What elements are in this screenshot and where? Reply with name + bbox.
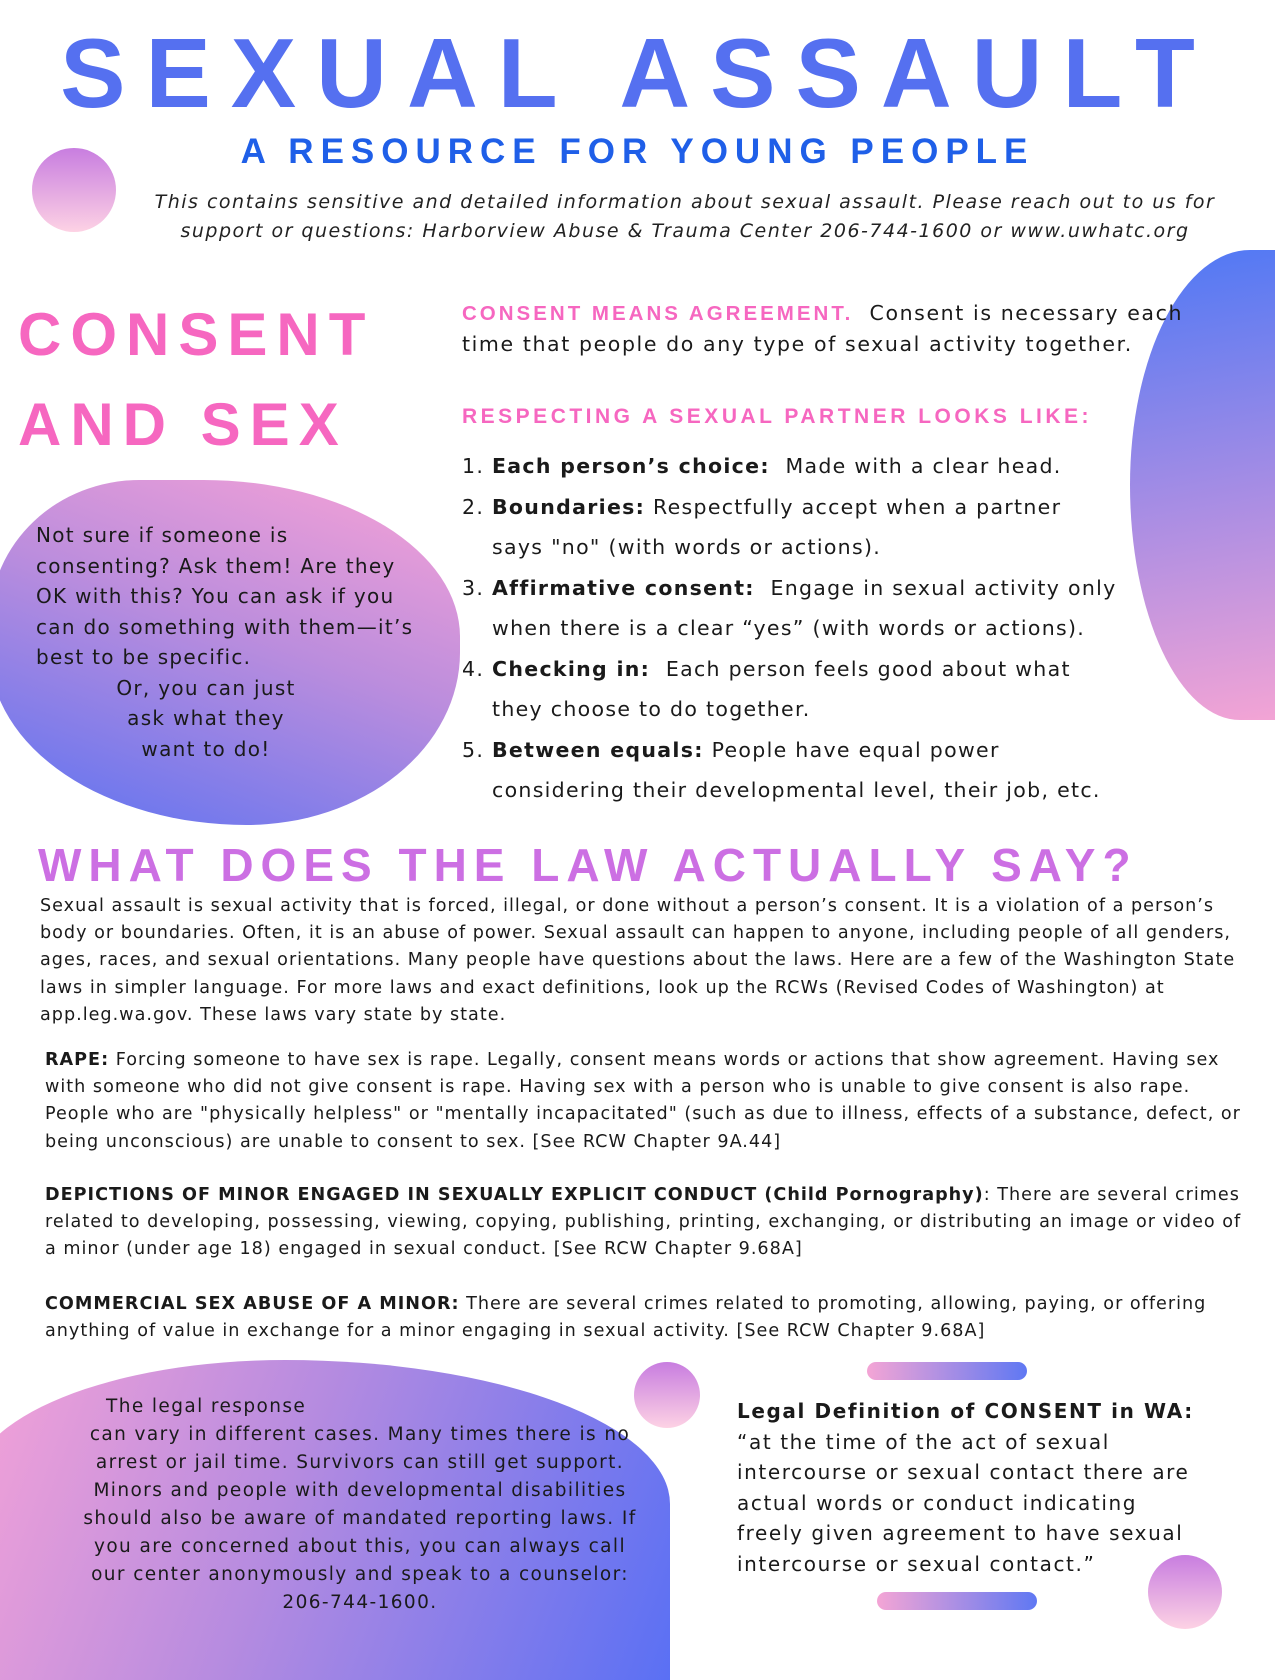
intro-note: This contains sensitive and detailed information about sexual assault. Please reach out to us for support or questions: Harborview Abuse & Trauma Center 206-744-1600 or www.uwhatc.org — [154, 191, 1216, 242]
list-item-continued: considering their developmental level, their job, etc. — [492, 778, 1101, 802]
legal-response-callout: The legal response can vary in different cases. Many times there is no arrest or jail time. Survivors can still get support. Minors and people with developmental disabilities should also be aware of mandated reporting laws. If you are concerned about this, you can always call our center anonymously and speak to a counselor: 206-744-1600. — [83, 1396, 637, 1613]
list-item-continued: says "no" (with words or actions). — [492, 535, 882, 559]
law-intro-paragraph: Sexual assault is sexual activity that is forced, illegal, or done without a person’s consent. It is a violation of a person’s body or boundaries. Often, it is an abuse of power. Sexual assault can happen to anyone, including people of all genders, ages, races, and sexual orientations. Many people have questions about the laws. Here are a few of the Washington State laws in simpler language. For more laws and exact definitions, look up the RCWs (Revised Codes of Washington) at app.leg.wa.gov. These laws vary state by state. — [40, 896, 1236, 1025]
decorative-pill — [867, 1362, 1027, 1380]
consent-means-paragraph: CONSENT MEANS AGREEMENT. Consent is necessary each time that people do any type of sexual activity together. — [462, 301, 1184, 356]
rape-paragraph: RAPE: Forcing someone to have sex is rape. Legally, consent means words or actions that show agreement. Having sex with someone who did not give consent is rape. Having sex with a person who is unable to give consent is also rape. People who are "physically helpless" or "mentally incapacitated" (such as due to illness, effects of a substance, defect, or being unconscious) are unable to consent to sex. [See RCW Chapter 9A.44] — [45, 1050, 1241, 1152]
list-item: 4. Checking in: Each person feels good about what — [462, 656, 1071, 681]
page-title: SEXUAL ASSAULT — [60, 18, 1215, 128]
commercial-sex-paragraph: COMMERCIAL SEX ABUSE OF A MINOR: There are several crimes related to promoting, allowing, paying, or offering anything of value in exchange for a minor engaging in sexual activity. [See RCW Chapter 9.68A] — [45, 1294, 1207, 1342]
legal-definition: Legal Definition of CONSENT in WA: “at the time of the act of sexual intercourse or sexual contact there are actual words or conduct indicating freely given agreement to have sexual intercourse or sexual contact.” — [737, 1399, 1194, 1576]
consent-heading: CONSENT AND SEX — [18, 301, 375, 458]
depictions-paragraph: DEPICTIONS OF MINOR ENGAGED IN SEXUALLY EXPLICIT CONDUCT (Child Pornography): There are several crimes related to developing, possessing, viewing, copying, publishing, printing, exchanging, or distributing an image or video of a minor (under age 18) engaged in sexual conduct. [See RCW Chapter 9.68A] — [45, 1185, 1242, 1260]
list-item-continued: they choose to do together. — [492, 697, 811, 721]
law-heading: WHAT DOES THE LAW ACTUALLY SAY? — [38, 839, 1138, 891]
respect-heading: RESPECTING A SEXUAL PARTNER LOOKS LIKE: — [462, 405, 1093, 428]
list-item-continued: when there is a clear “yes” (with words or actions). — [492, 616, 1086, 640]
consent-means-label: CONSENT MEANS AGREEMENT. — [462, 302, 854, 325]
list-item: 2. Boundaries: Respectfully accept when a partner — [462, 494, 1062, 519]
list-item: 3. Affirmative consent: Engage in sexual activity only — [462, 575, 1117, 600]
ask-them-callout: Not sure if someone is consenting? Ask them! Are they OK with this? You can ask if you can do something with them—it’s best to be specific. Or, you can just ask what they want to do! — [36, 523, 414, 761]
respect-list — [462, 446, 1162, 811]
decorative-pill — [877, 1592, 1037, 1610]
decorative-circle — [634, 1362, 700, 1428]
list-item: 1. Each person’s choice: Made with a clear head. — [462, 454, 1062, 478]
page-subtitle: A RESOURCE FOR YOUNG PEOPLE — [240, 132, 1035, 171]
list-item: 5. Between equals: People have equal power — [462, 737, 1000, 762]
